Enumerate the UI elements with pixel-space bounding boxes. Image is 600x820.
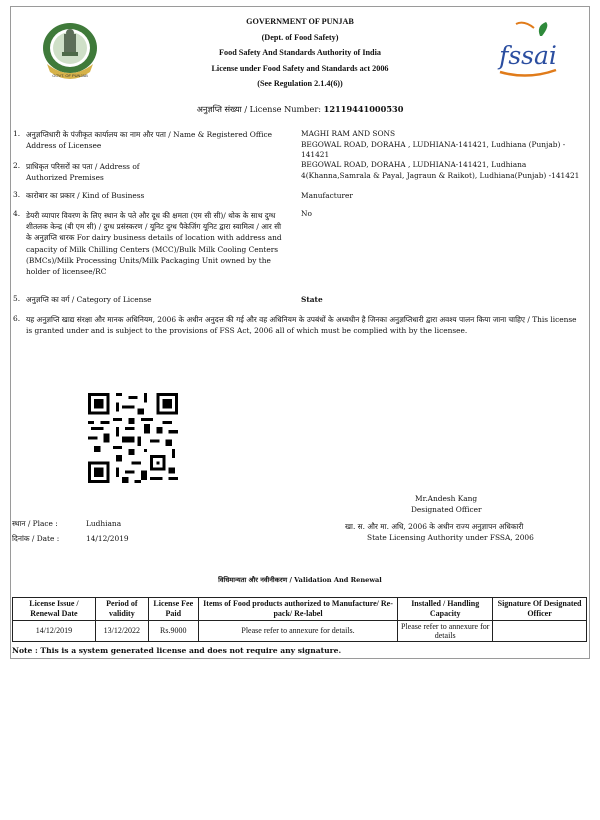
field-3-number: 3. bbox=[13, 190, 21, 199]
field-4-label: डेयरी व्यापार विवरण के लिए स्थान के पते और दूध की क्षमता (एम सी सी)/ थोक के साथ दुग्ध शीतलक केन्द्र (बी एम सी) / दुग्ध प्रसंस्करण / यूनिट दुग्ध पैकेजिंग यूनिट द्वारा स्वामित्व / आर सी के अनुज्ञप्ति धारक For dairy business details of location with address and capacity of Milk Chilling Centers (MCC)/Bulk Milk Cooling Centers (BMCs)/Milk Processing Units/Milk Packaging Unit owned by the holder of licensee/RC bbox=[26, 211, 282, 277]
date-label: दिनांक / Date : bbox=[12, 534, 60, 543]
field-1-label: अनुज्ञप्तिधारी के पंजीकृत कार्यालय का नाम और पता / Name & Registered Office Address of Licensee bbox=[26, 130, 272, 150]
date-value: 14/12/2019 bbox=[86, 534, 129, 543]
header-block bbox=[0, 14, 600, 92]
place-value: Ludhiana bbox=[86, 519, 122, 528]
header-capacity: Installed / Handling Capacity bbox=[398, 598, 493, 621]
header-line-3: Food Safety And Standards Authority of India bbox=[219, 48, 381, 57]
table-row bbox=[13, 621, 587, 642]
header-signature: Signature Of Designated Officer bbox=[493, 598, 587, 621]
validation-table bbox=[12, 597, 587, 642]
field-3-label: कारोबार का प्रकार / Kind of Business bbox=[26, 191, 145, 200]
field-5-number: 5. bbox=[13, 294, 21, 303]
officer-designation: Designated Officer bbox=[411, 505, 482, 514]
license-number-value: 12119441000530 bbox=[323, 104, 404, 114]
cell-issue-date: 14/12/2019 bbox=[13, 621, 96, 642]
field-1-value: MAGHI RAM AND SONS BEGOWAL ROAD, DORAHA , LUDHIANA-141421, Ludhiana (Punjab) - 141421 bbox=[301, 129, 566, 160]
authority-hindi: खा. स. और मा. अधि, 2006 के अधीन राज्य अनुज्ञापन अधिकारी bbox=[345, 522, 524, 531]
header-line-2: (Dept. of Food Safety) bbox=[261, 32, 339, 42]
qr-code-icon bbox=[88, 393, 178, 483]
field-5-label: अनुज्ञप्ति का वर्ग / Category of License bbox=[26, 295, 152, 304]
cell-fee: Rs.9000 bbox=[148, 621, 198, 642]
cell-items: Please refer to annexure for details. bbox=[198, 621, 398, 642]
field-2-value: BEGOWAL ROAD, DORAHA , LUDHIANA-141421, Ludhiana 4(Khanna,Samrala & Payal, Jagraun & Raikot), Ludhiana(Punjab) -141421 bbox=[301, 160, 580, 180]
cell-capacity: Please refer to annexure for details bbox=[398, 621, 493, 642]
clause-6-number: 6. bbox=[13, 314, 21, 323]
field-5-value: State bbox=[301, 295, 323, 304]
header-line-1: GOVERNMENT OF PUNJAB bbox=[246, 17, 354, 26]
officer-name: Mr.Andesh Kang bbox=[415, 494, 478, 503]
system-note: Note : This is a system generated license and does not require any signature. bbox=[12, 646, 342, 655]
header-line-4: License under Food Safety and Standards act 2006 bbox=[211, 63, 389, 73]
fssai-logo-text: fssai bbox=[499, 41, 557, 70]
authority-english: State Licensing Authority under FSSA, 2006 bbox=[367, 533, 534, 542]
validation-title: विधिमान्यता और नवीनीकरण / Validation And Renewal bbox=[218, 576, 382, 584]
place-label: स्थान / Place : bbox=[12, 519, 58, 528]
header-items: Items of Food products authorized to Manufacture/ Re-pack/ Re-label bbox=[198, 598, 398, 621]
field-2-label: प्राधिकृत परिसरों का पता / Address of Authorized Premises bbox=[26, 162, 140, 182]
cell-signature bbox=[493, 621, 587, 642]
emblem-caption: GOVT. OF PUNJAB bbox=[52, 73, 88, 78]
header-fee: License Fee Paid bbox=[148, 598, 198, 621]
clause-6-text: यह अनुज्ञप्ति खाद्य संरक्षा और मानक अधिनियम, 2006 के अधीन अनुदत्त की गई और वह अधिनियम के उपबंधों के अध्यधीन है जिनका अनुज्ञप्तिधारी द्वारा अवश्य पालन किया जाना चाहिए / This license is granted under and is subject to the provisions of FSS Act, 2006 all of which must be complied with by the licensee. bbox=[26, 315, 577, 336]
field-2-number: 2. bbox=[13, 161, 21, 170]
header-line-5: (See Regulation 2.1.4(6)) bbox=[257, 79, 343, 88]
license-number-label: अनुज्ञप्ति संख्या / License Number: bbox=[196, 104, 324, 114]
field-3-value: Manufacturer bbox=[301, 191, 353, 200]
field-4-number: 4. bbox=[13, 209, 21, 218]
license-number-line bbox=[0, 104, 600, 115]
header-validity: Period of validity bbox=[95, 598, 148, 621]
header-issue-date: License Issue / Renewal Date bbox=[13, 598, 96, 621]
table-header-row bbox=[13, 598, 587, 621]
field-4-value: No bbox=[301, 209, 312, 218]
cell-validity: 13/12/2022 bbox=[95, 621, 148, 642]
field-1-number: 1. bbox=[13, 129, 21, 138]
